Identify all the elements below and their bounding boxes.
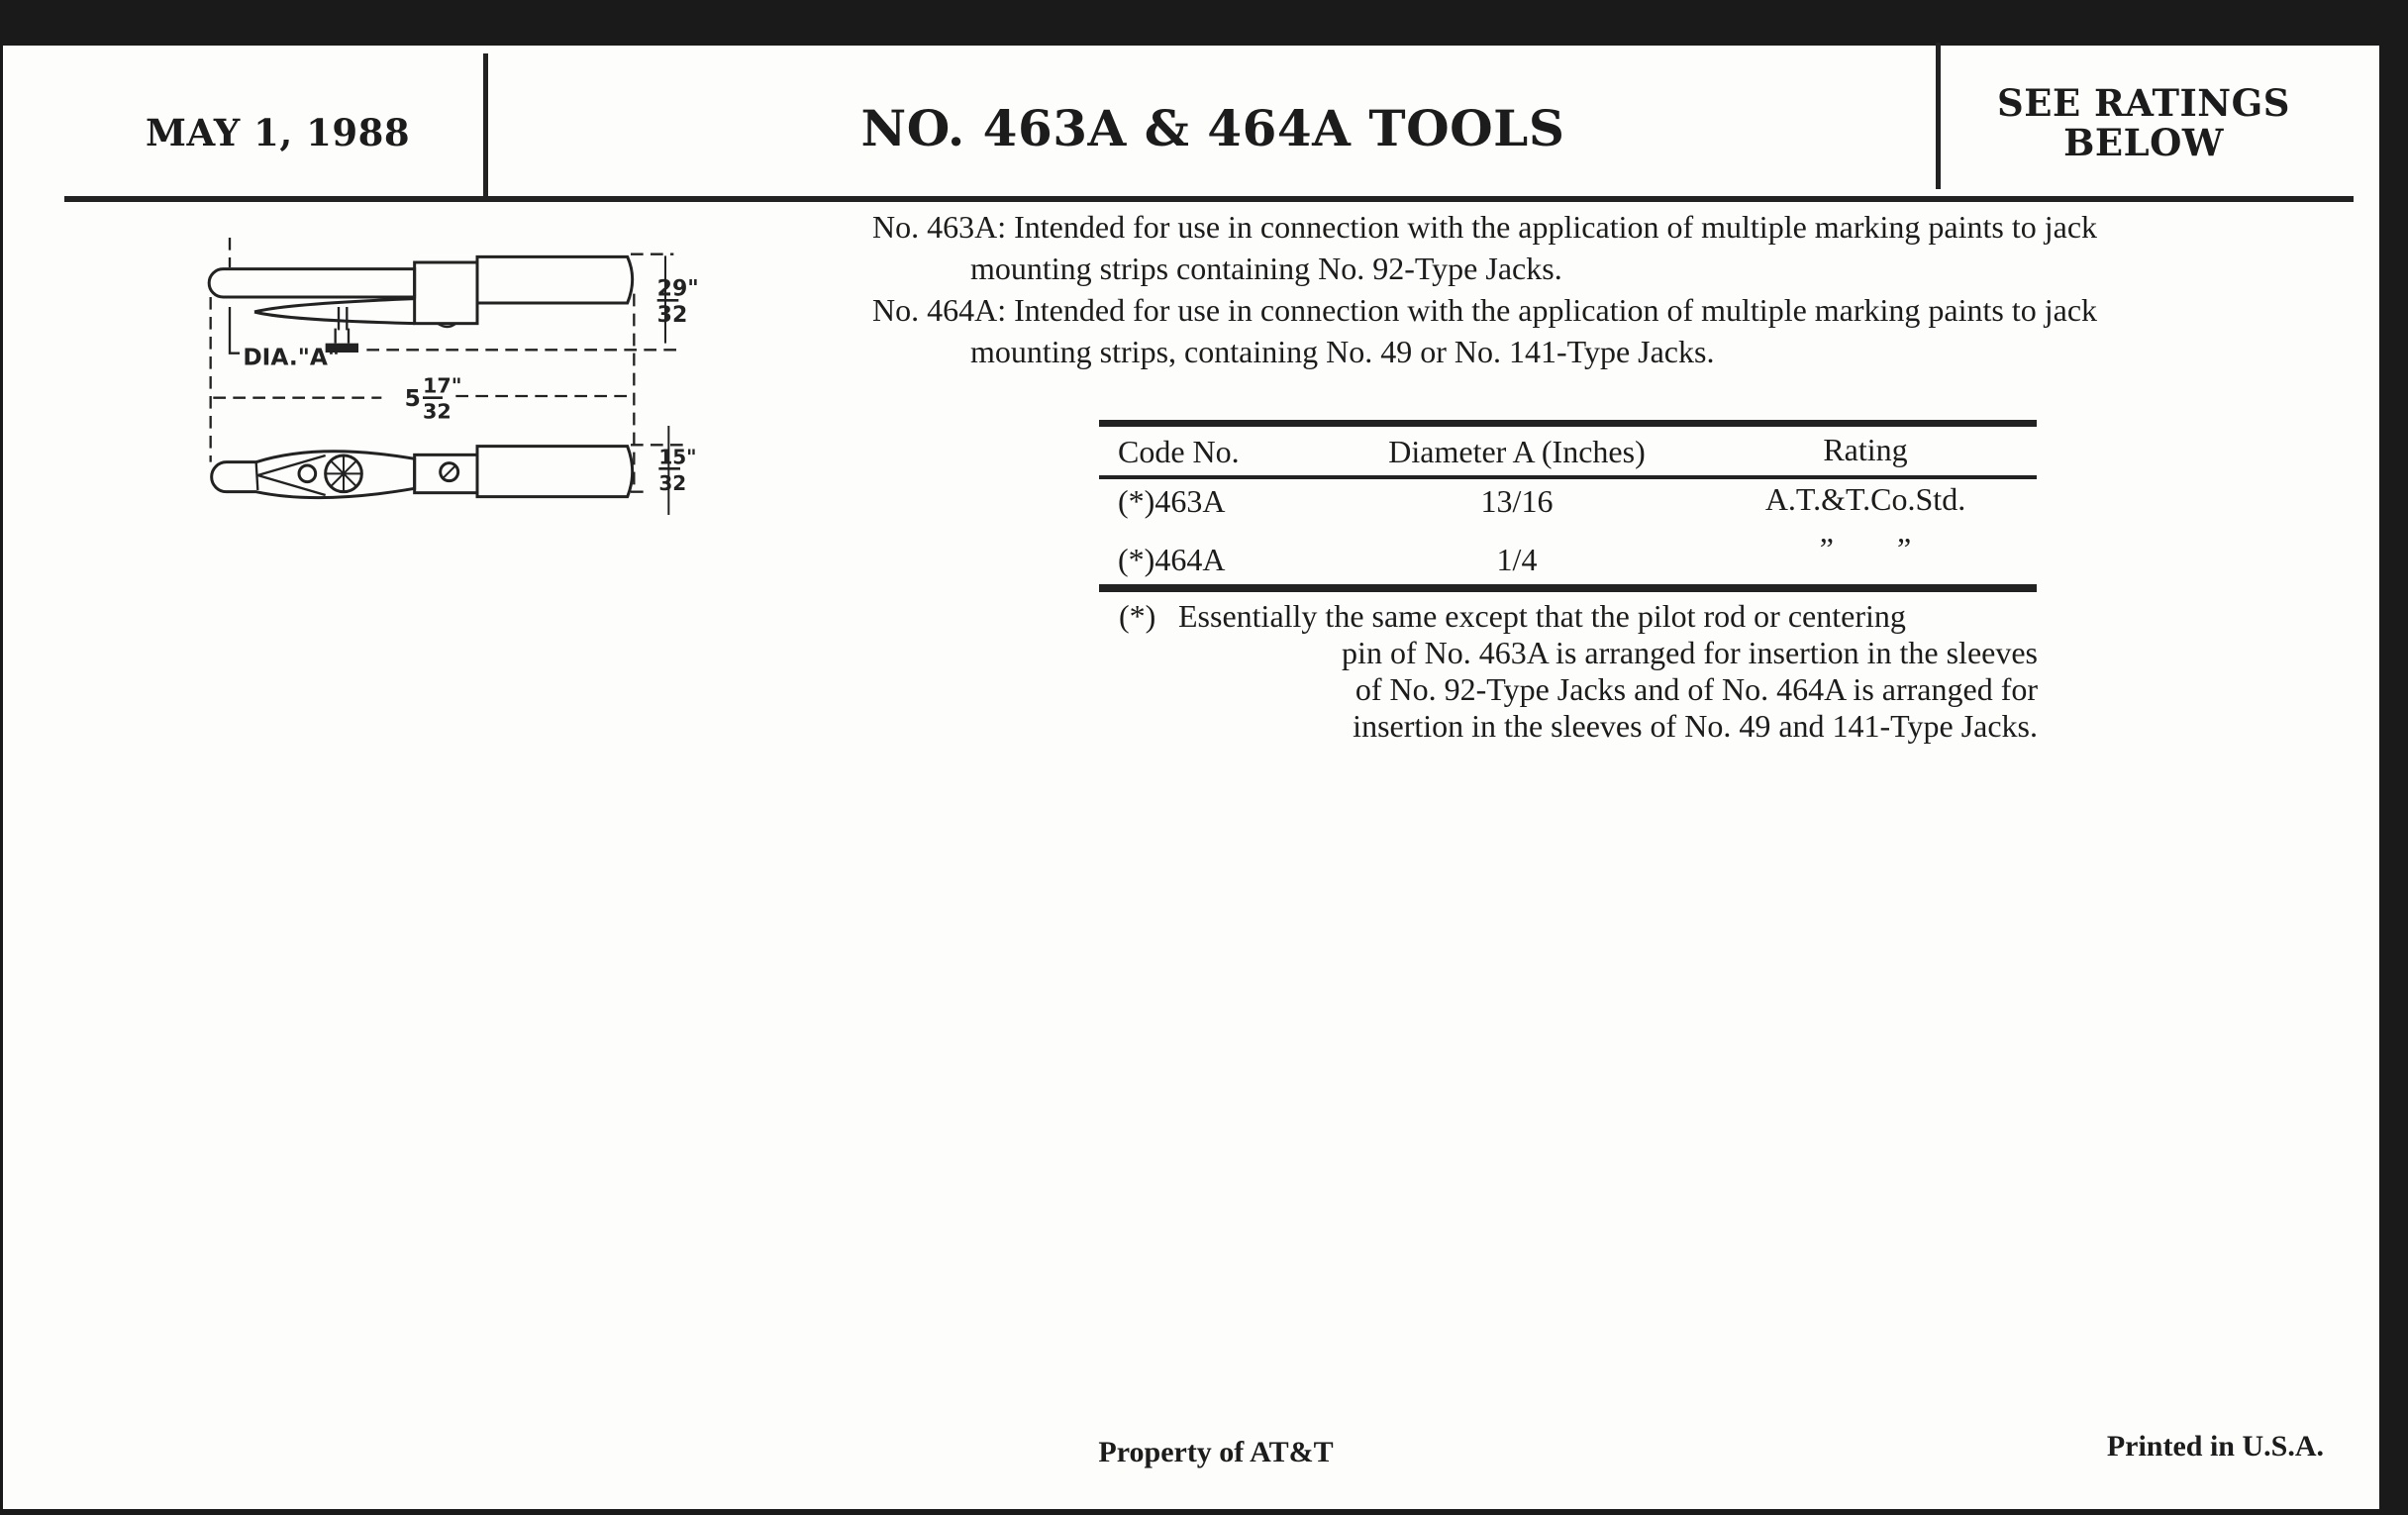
top-view <box>212 447 633 498</box>
description-line: No. 463A: Intended for use in connection with the application of multiple marking paints to jack <box>872 209 2098 245</box>
ratings-line-2: BELOW <box>2063 121 2224 164</box>
description-line: mounting strips, containing No. 49 or No. 141-Type Jacks. <box>970 334 1715 369</box>
column-header-diameter: Diameter A (Inches) <box>1388 434 1646 469</box>
height-numerator: 29" <box>656 276 699 302</box>
column-header-code: Code No. <box>1118 434 1240 469</box>
code-cell: (*)463A <box>1118 483 1226 519</box>
footnote-line: insertion in the sleeves of No. 49 and 141-Type Jacks. <box>1353 708 2038 744</box>
length-whole: 5 <box>404 384 421 412</box>
footnote <box>1178 598 2038 745</box>
diameter-cell: 13/16 <box>1480 483 1554 519</box>
footnote-marker: (*) <box>1119 598 1156 634</box>
footnote-line: Essentially the same except that the pilot rod or centering <box>1178 598 1906 634</box>
height-denominator: 32 <box>656 303 688 328</box>
length-denominator: 32 <box>423 399 452 424</box>
table-top-rule <box>1099 420 2037 427</box>
tool-drawing <box>99 198 792 525</box>
table-bottom-rule <box>1099 584 2037 592</box>
code-cell: (*)464A <box>1118 542 1226 577</box>
header-rule <box>1099 475 2037 479</box>
description-463a <box>872 206 2318 289</box>
description-464a <box>872 289 2318 372</box>
printed-notice: Printed in U.S.A. <box>2106 1430 2324 1463</box>
ratings-note <box>1941 83 2347 162</box>
side-view <box>209 256 633 353</box>
diameter-cell: 1/4 <box>1496 542 1538 577</box>
rating-cell: A.T.&T.Co.Std. <box>1764 481 1966 517</box>
column-header-rating: Rating <box>1823 432 1908 467</box>
footnote-line: pin of No. 463A is arranged for insertion in the sleeves <box>1342 635 2038 670</box>
width-numerator: 15" <box>658 445 697 469</box>
header-divider <box>483 53 488 198</box>
ratings-line-1: SEE RATINGS <box>1997 81 2290 125</box>
length-numerator: 17" <box>423 373 462 398</box>
rating-cell: ” ” <box>1819 531 1912 566</box>
width-denominator: 32 <box>658 471 687 495</box>
description-line: mounting strips containing No. 92-Type Jacks. <box>970 251 1562 286</box>
dia-label: DIA."A" <box>243 343 341 371</box>
footnote-line: of No. 92-Type Jacks and of No. 464A is arranged for <box>1354 671 2038 707</box>
property-notice: Property of AT&T <box>1098 1436 1334 1468</box>
issue-date: MAY 1, 1988 <box>146 111 411 154</box>
page-title: NO. 463A & 464A TOOLS <box>860 99 1565 157</box>
description-line: No. 464A: Intended for use in connection with the application of multiple marking paints to jack <box>872 292 2098 328</box>
